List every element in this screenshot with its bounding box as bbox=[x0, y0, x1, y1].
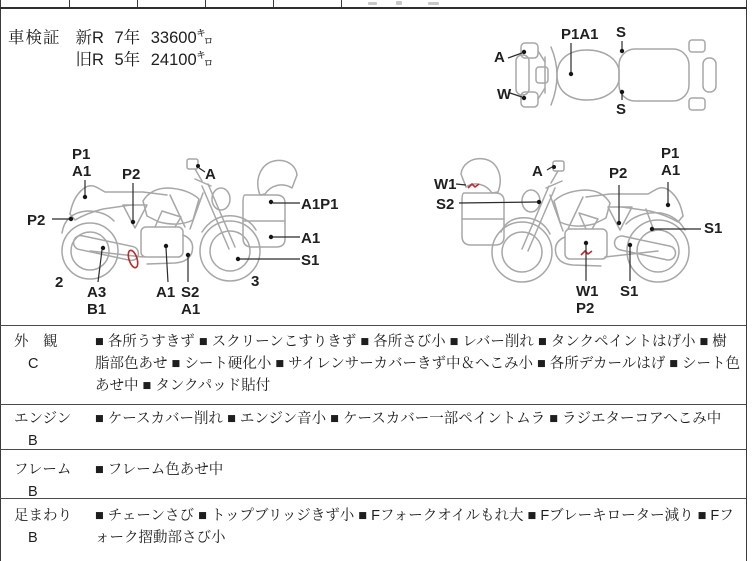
cropped-text-remnant bbox=[368, 2, 377, 5]
notes-text: ■ ケースカバー削れ ■ エンジン音小 ■ ケースカバー一部ペイントムラ ■ ラジエターコアへこみ中 bbox=[95, 411, 722, 427]
diagram-label-p1a1: P1A1 bbox=[561, 26, 599, 43]
condition-table bbox=[0, 325, 746, 561]
row-header bbox=[0, 459, 95, 498]
diagram-label-s-top: S bbox=[616, 24, 627, 41]
cell-divider bbox=[273, 0, 274, 7]
diagram-label-a: A bbox=[494, 49, 505, 66]
table-row-frame bbox=[0, 450, 746, 499]
diagram-label-a3: A3 bbox=[87, 284, 107, 301]
row-header bbox=[0, 408, 95, 449]
diagram-label-s2: S2 bbox=[181, 284, 200, 301]
cropped-text-remnant bbox=[396, 1, 402, 5]
cropped-text-remnant bbox=[428, 2, 439, 5]
section-label: 足まわり bbox=[14, 508, 72, 524]
notes-text: ■ チェーンさび ■ トップブリッジきず小 ■ Fフォークオイルもれ大 ■ Fブレーキローター減り ■ Fフォーク摺動部さび小 bbox=[95, 508, 734, 546]
diagram-label-s1-frame: S1 bbox=[620, 283, 639, 300]
cell-divider bbox=[341, 0, 342, 7]
diagram-label-p2: P2 bbox=[122, 166, 141, 183]
vehicle-inspection-section bbox=[8, 27, 213, 71]
cell-divider bbox=[205, 0, 206, 7]
section-label: フレーム bbox=[14, 462, 72, 478]
certificate-label: 車検証 bbox=[8, 29, 61, 47]
rating-value: C bbox=[28, 356, 39, 372]
cell-divider bbox=[69, 0, 70, 7]
diagram-label-a1: A1 bbox=[72, 163, 92, 180]
diagram-label-p2-rear: P2 bbox=[27, 212, 46, 229]
view-number-2: 2 bbox=[55, 274, 64, 291]
table-row-engine bbox=[0, 405, 746, 450]
motorcycle-top-view-diagram bbox=[450, 15, 750, 135]
table-row-exterior bbox=[0, 326, 746, 405]
diagram-label-a1-cowl: A1 bbox=[301, 230, 321, 247]
certificate-old-line: 旧R 5年 24100㌔ bbox=[75, 51, 214, 69]
diagram-label-a1-under: A1 bbox=[181, 301, 201, 318]
certificate-values bbox=[76, 27, 214, 71]
notes-text: ■ 各所うすきず ■ スクリーンこすりきず ■ 各所さび小 ■ レバー削れ ■ タンクペイントはげ小 ■ 樹脂部色あせ ■ シート硬化小 ■ サイレンサーカバーきず中＆へこみ小 ■ 各所デカールはげ ■ シート色あせ中 ■ タンクパッド貼付 bbox=[95, 334, 741, 394]
diagram-label-w1: W1 bbox=[434, 176, 457, 193]
rating-value: B bbox=[28, 484, 38, 500]
diagram-label-s2: S2 bbox=[436, 196, 455, 213]
diagram-label-s1-shock: S1 bbox=[704, 220, 723, 237]
certificate-new-line: 新R 7年 33600㌔ bbox=[75, 29, 214, 47]
diagram-label-a1-engine: A1 bbox=[156, 284, 176, 301]
diagram-label-a: A bbox=[205, 166, 216, 183]
diagram-label-p2: P2 bbox=[609, 165, 628, 182]
table-top-partial-row bbox=[0, 0, 747, 9]
view-number-3: 3 bbox=[251, 273, 260, 290]
diagram-label-p2-engine: P2 bbox=[576, 300, 595, 317]
row-header bbox=[0, 331, 95, 404]
diagram-label-a1p1: A1P1 bbox=[301, 196, 339, 213]
notes-text: ■ フレーム色あせ中 bbox=[95, 462, 224, 478]
section-label: エンジン bbox=[14, 411, 72, 427]
diagram-label-s-bottom: S bbox=[616, 101, 627, 118]
diagram-label-a1: A1 bbox=[661, 162, 681, 179]
diagram-label-s1: S1 bbox=[301, 252, 320, 269]
rating-value: B bbox=[28, 530, 38, 546]
diagram-label-p1: P1 bbox=[72, 146, 91, 163]
diagram-label-p1: P1 bbox=[661, 145, 680, 162]
cell-divider bbox=[137, 0, 138, 7]
diagram-label-b1: B1 bbox=[87, 301, 107, 318]
row-header bbox=[0, 505, 95, 561]
rating-value: B bbox=[28, 433, 38, 449]
table-row-undercarriage bbox=[0, 499, 746, 561]
diagram-label-a: A bbox=[532, 163, 543, 180]
diagram-label-w: W bbox=[497, 86, 512, 103]
section-label: 外 観 bbox=[14, 334, 58, 350]
diagram-label-w1-engine: W1 bbox=[576, 283, 599, 300]
